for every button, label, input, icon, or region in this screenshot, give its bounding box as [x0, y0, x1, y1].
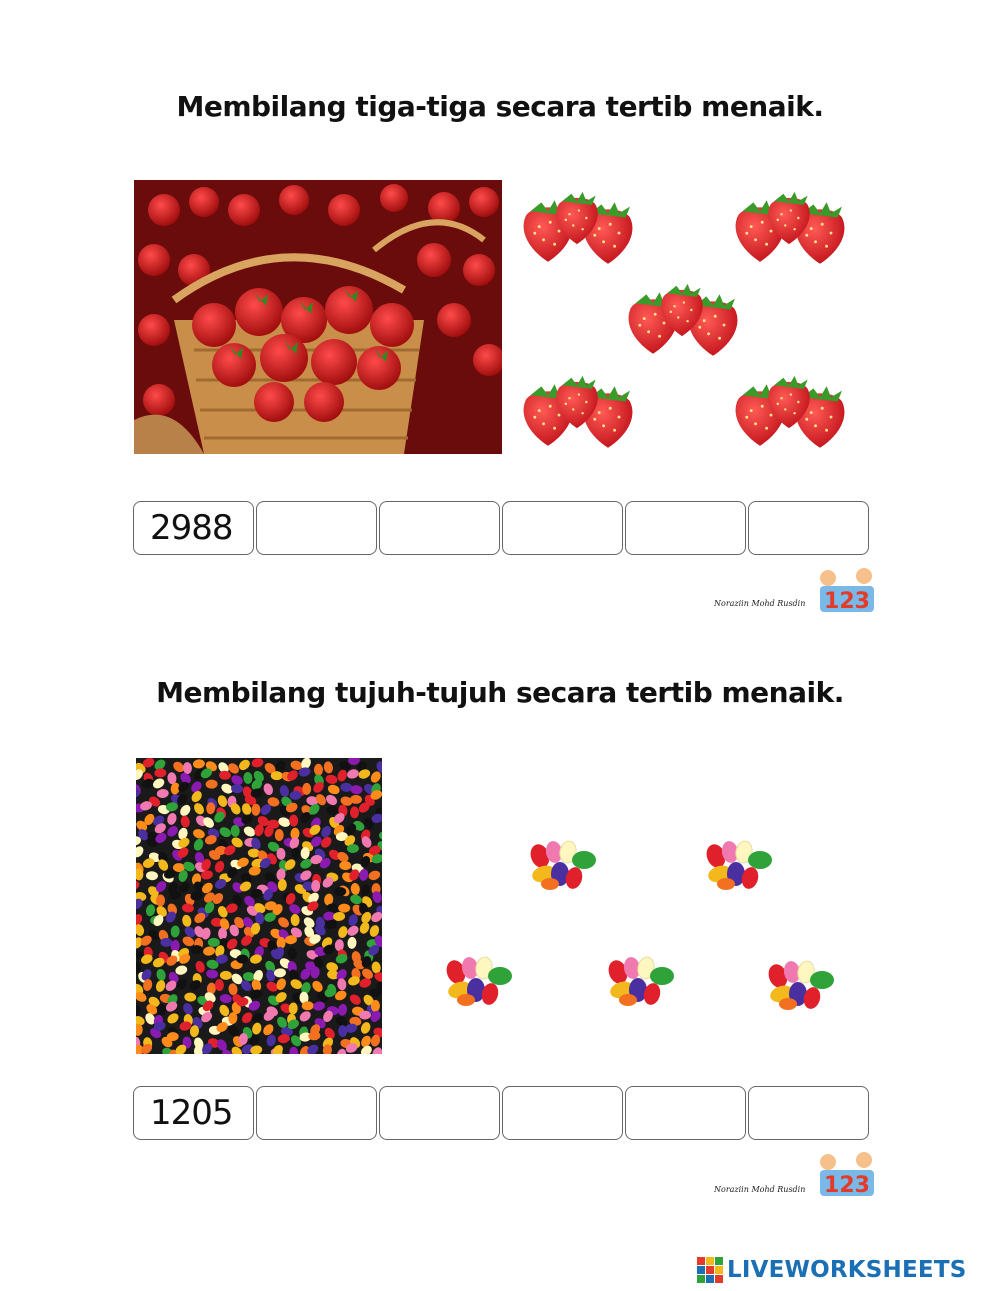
- section1-answer-row: [133, 501, 869, 557]
- answer-field[interactable]: [273, 1086, 376, 1140]
- jellybean-cluster-icon: [602, 954, 682, 1010]
- strawberry-cluster-icon: [515, 190, 645, 270]
- jellybean-cluster-icon: [440, 954, 520, 1010]
- answer-field[interactable]: [396, 1086, 499, 1140]
- brand-name: LIVEWORKSHEETS: [727, 1257, 967, 1283]
- section2-title: Membilang tujuh-tujuh secara tertib menaik.: [156, 676, 844, 709]
- strawberry-cluster-icon: [620, 282, 750, 362]
- author-signature: Noraziin Mohd Rusdin: [714, 1185, 806, 1194]
- answer-input-4[interactable]: [625, 501, 746, 555]
- start-number-box: 2988: [133, 501, 254, 555]
- liveworksheets-logo-icon: [697, 1257, 723, 1283]
- answer-input-5[interactable]: [748, 1086, 869, 1140]
- author-signature: Noraziin Mohd Rusdin: [714, 599, 806, 608]
- jellybean-cluster-icon: [700, 838, 780, 894]
- logo-123-text: 123: [824, 589, 870, 614]
- answer-field[interactable]: [765, 501, 868, 555]
- answer-input-2[interactable]: [379, 501, 500, 555]
- answer-input-4[interactable]: [625, 1086, 746, 1140]
- jellybean-cluster-icon: [762, 958, 842, 1014]
- section1-title: Membilang tiga-tiga secara tertib menaik.: [176, 90, 824, 123]
- answer-input-1[interactable]: [256, 501, 377, 555]
- section2-answer-row: [133, 1086, 869, 1142]
- answer-field[interactable]: [519, 501, 622, 555]
- answer-field[interactable]: [519, 1086, 622, 1140]
- answer-field[interactable]: [765, 1086, 868, 1140]
- answer-field[interactable]: [642, 501, 745, 555]
- answer-input-3[interactable]: [502, 1086, 623, 1140]
- strawberry-cluster-icon: [727, 190, 857, 270]
- start-number-box: 1205: [133, 1086, 254, 1140]
- strawberry-cluster-icon: [727, 374, 857, 454]
- answer-input-5[interactable]: [748, 501, 869, 555]
- answer-input-1[interactable]: [256, 1086, 377, 1140]
- strawberry-cluster-icon: [515, 374, 645, 454]
- answer-field[interactable]: [273, 501, 376, 555]
- jellybean-photo: [136, 758, 382, 1054]
- kids-123-logo-icon: [816, 566, 878, 614]
- strawberry-basket-photo: [134, 180, 502, 454]
- logo-123-text: 123: [824, 1173, 870, 1198]
- kids-123-logo-icon: [816, 1150, 878, 1198]
- liveworksheets-brand[interactable]: [697, 1256, 966, 1284]
- answer-input-3[interactable]: [502, 501, 623, 555]
- answer-field[interactable]: [396, 501, 499, 555]
- jellybean-cluster-icon: [524, 838, 604, 894]
- answer-field[interactable]: [642, 1086, 745, 1140]
- answer-input-2[interactable]: [379, 1086, 500, 1140]
